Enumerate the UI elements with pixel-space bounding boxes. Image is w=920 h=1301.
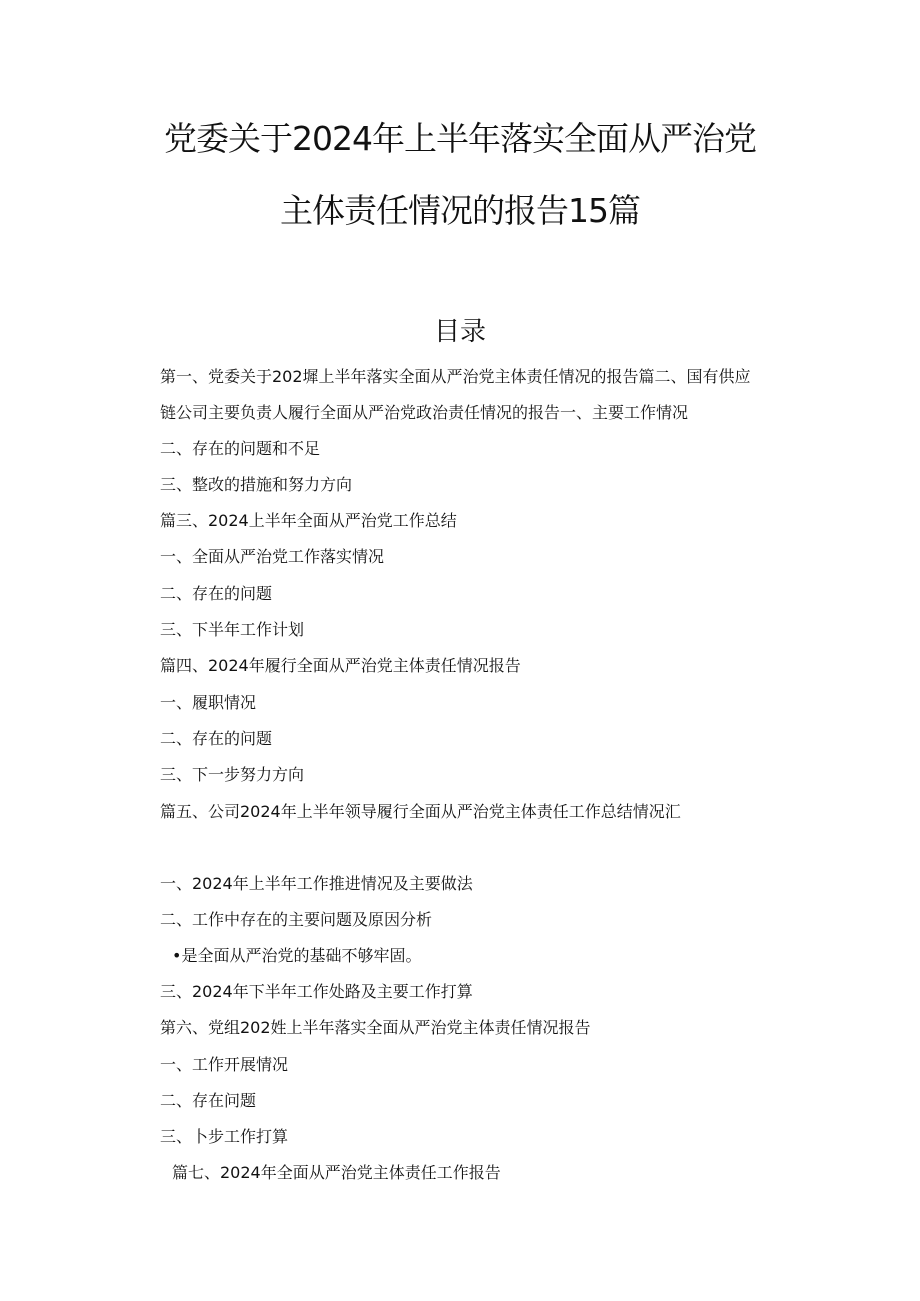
document-title-line-1: 党委关于2024年上半年落实全面从严治党 <box>164 119 756 158</box>
toc-entry: 二、工作中存在的主要问题及原因分析 <box>160 910 433 929</box>
toc-entry: 篇四、2024年履行全面从严治党主体责任情况报告 <box>160 656 521 675</box>
toc-entry: 第六、党组202姓上半年落实全面从严治党主体责任情况报告 <box>160 1018 591 1037</box>
toc-entry: 篇五、公司2024年上半年领导履行全面从严治党主体责任工作总结情况汇 <box>160 802 681 821</box>
toc-entry: 三、整改的措施和努力方向 <box>160 475 353 494</box>
toc-entry: 一、履职情况 <box>160 693 257 712</box>
toc-entry: 二、存在问题 <box>160 1091 257 1110</box>
document-title-line-2: 主体责任情况的报告15篇 <box>280 191 640 230</box>
toc-entry: 三、2024年下半年工作处路及主要工作打算 <box>160 982 473 1001</box>
toc-entry: 篇七、2024年全面从严治党主体责任工作报告 <box>172 1163 501 1182</box>
toc-entry: 篇三、2024上半年全面从严治党工作总结 <box>160 511 457 530</box>
toc-entry: 一、2024年上半年工作推进情况及主要做法 <box>160 874 473 893</box>
toc-entry: 三、下半年工作计划 <box>160 620 305 639</box>
toc-entry: •是全面从严治党的基础不够牢固。 <box>172 946 422 965</box>
toc-entry: 二、存在的问题 <box>160 584 273 603</box>
toc-entry: 二、存在的问题和不足 <box>160 439 321 458</box>
toc-entry: 一、工作开展情况 <box>160 1055 289 1074</box>
toc-entry: 三、卜步工作打算 <box>160 1127 289 1146</box>
toc-entry: 第一、党委关于202墀上半年落实全面从严治党主体责任情况的报告篇二、国有供应 <box>160 367 751 386</box>
toc-entry: 链公司主要负责人履行全面从严治党政治责任情况的报告一、主要工作情况 <box>160 403 689 422</box>
toc-entry: 二、存在的问题 <box>160 729 273 748</box>
toc-heading: 目录 <box>433 317 486 347</box>
toc-entry: 三、下一步努力方向 <box>160 765 305 784</box>
toc-entry: 一、全面从严治党工作落实情况 <box>160 547 385 566</box>
